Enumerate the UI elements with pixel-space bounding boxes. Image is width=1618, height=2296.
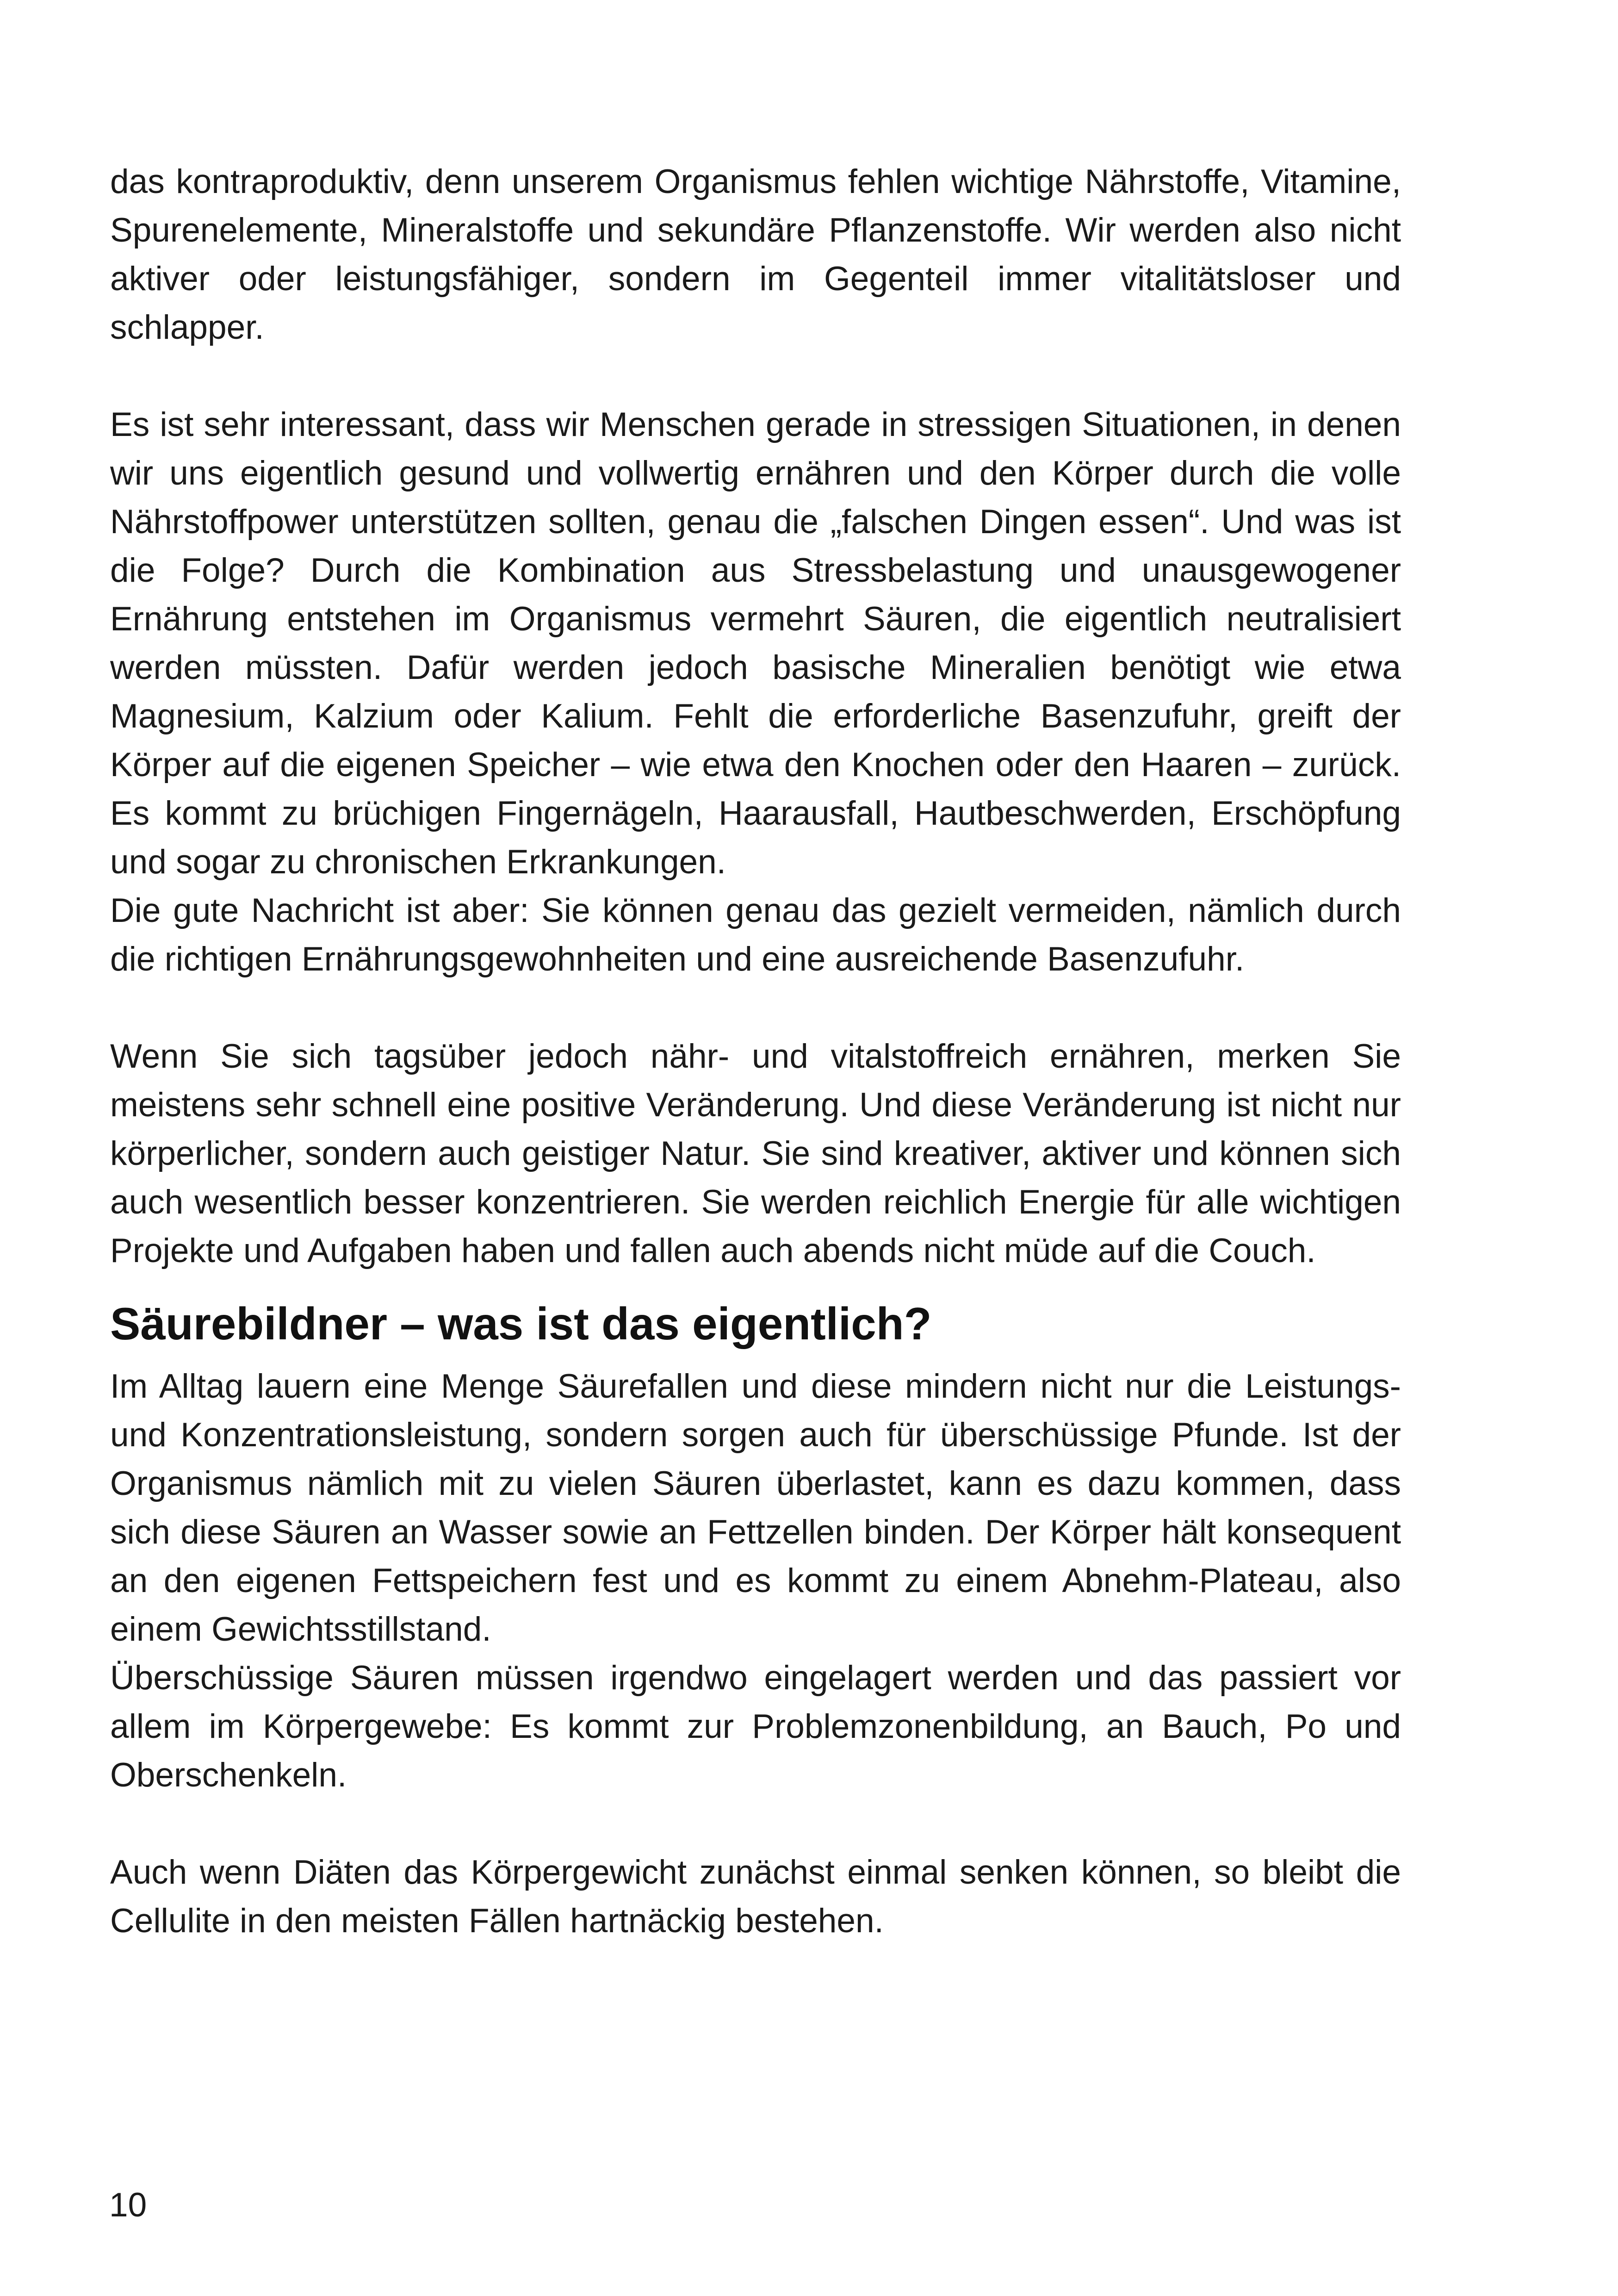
page-body [110,157,1401,1945]
paragraph-spacer [110,352,1401,400]
paragraph: Überschüssige Säuren müssen irgendwo eingelagert werden und das passiert vor allem im Körpergewebe: Es kommt zur Problemzonenbildung, an Bauch, Po und Oberschenkeln. [110,1659,1401,1794]
section-heading: Säurebildner – was ist das eigentlich? [110,1298,932,1349]
paragraph: Auch wenn Diäten das Körpergewicht zunächst einmal senken können, so bleibt die Cellulite in den meisten Fällen hartnäckig bestehen. [110,1854,1401,1940]
page-number: 10 [109,2186,147,2224]
paragraph: Im Alltag lauern eine Menge Säurefallen und diese mindern nicht nur die Leistungs- und Konzentrationsleistung, sondern sorgen auch für überschüssige Pfunde. Ist der Organismus nämlich mit zu vielen Säuren überlastet, kann es dazu kommen, dass sich diese Säuren an Wasser sowie an Fettzellen binden. Der Körper hält konsequent an den eigenen Fettspeichern fest und es kommt zu einem Abnehm-Plateau, also einem Gewichtsstillstand. [110,1368,1401,1648]
paragraph-spacer [110,983,1401,1032]
paragraph: Die gute Nachricht ist aber: Sie können genau das gezielt vermeiden, nämlich durch die richtigen Ernährungsgewohnheiten und eine ausreichende Basenzufuhr. [110,892,1401,978]
paragraph: Wenn Sie sich tagsüber jedoch nähr- und vitalstoffreich ernähren, merken Sie meistens sehr schnell eine positive Veränderung. Und diese Veränderung ist nicht nur körperlicher, sondern auch geistiger Natur. Sie sind kreativer, aktiver und können sich auch wesentlich besser konzentrieren. Sie werden reichlich Energie für alle wichtigen Projekte und Aufgaben haben und fallen auch abends nicht müde auf die Couch. [110,1038,1401,1269]
paragraph: Es ist sehr interessant, dass wir Menschen gerade in stressigen Situationen, in denen wir uns eigentlich gesund und vollwertig ernähren und den Körper durch die volle Nährstoffpower unterstützen sollten, genau die „falschen Dingen essen“. Und was ist die Folge? Durch die Kombination aus Stressbelastung und unausgewogener Ernährung entstehen im Organismus vermehrt Säuren, die eigentlich neutralisiert werden müssten. Dafür werden jedoch basische Mineralien benötigt wie etwa Magnesium, Kalzium oder Kalium. Fehlt die erforderliche Basenzufuhr, greift der Körper auf die eigenen Speicher – wie etwa den Knochen oder den Haaren – zurück. Es kommt zu brüchigen Fingernägeln, Haarausfall, Hautbeschwerden, Erschöpfung und sogar zu chronischen Erkrankungen. [110,406,1401,881]
paragraph: das kontraproduktiv, denn unserem Organismus fehlen wichtige Nährstoffe, Vitamine, Spurenelemente, Mineralstoffe und sekundäre Pflanzenstoffe. Wir werden also nicht aktiver oder leistungsfähiger, sondern im Gegenteil immer vitalitätsloser und schlapper. [110,163,1401,346]
paragraph-spacer [110,1799,1401,1848]
